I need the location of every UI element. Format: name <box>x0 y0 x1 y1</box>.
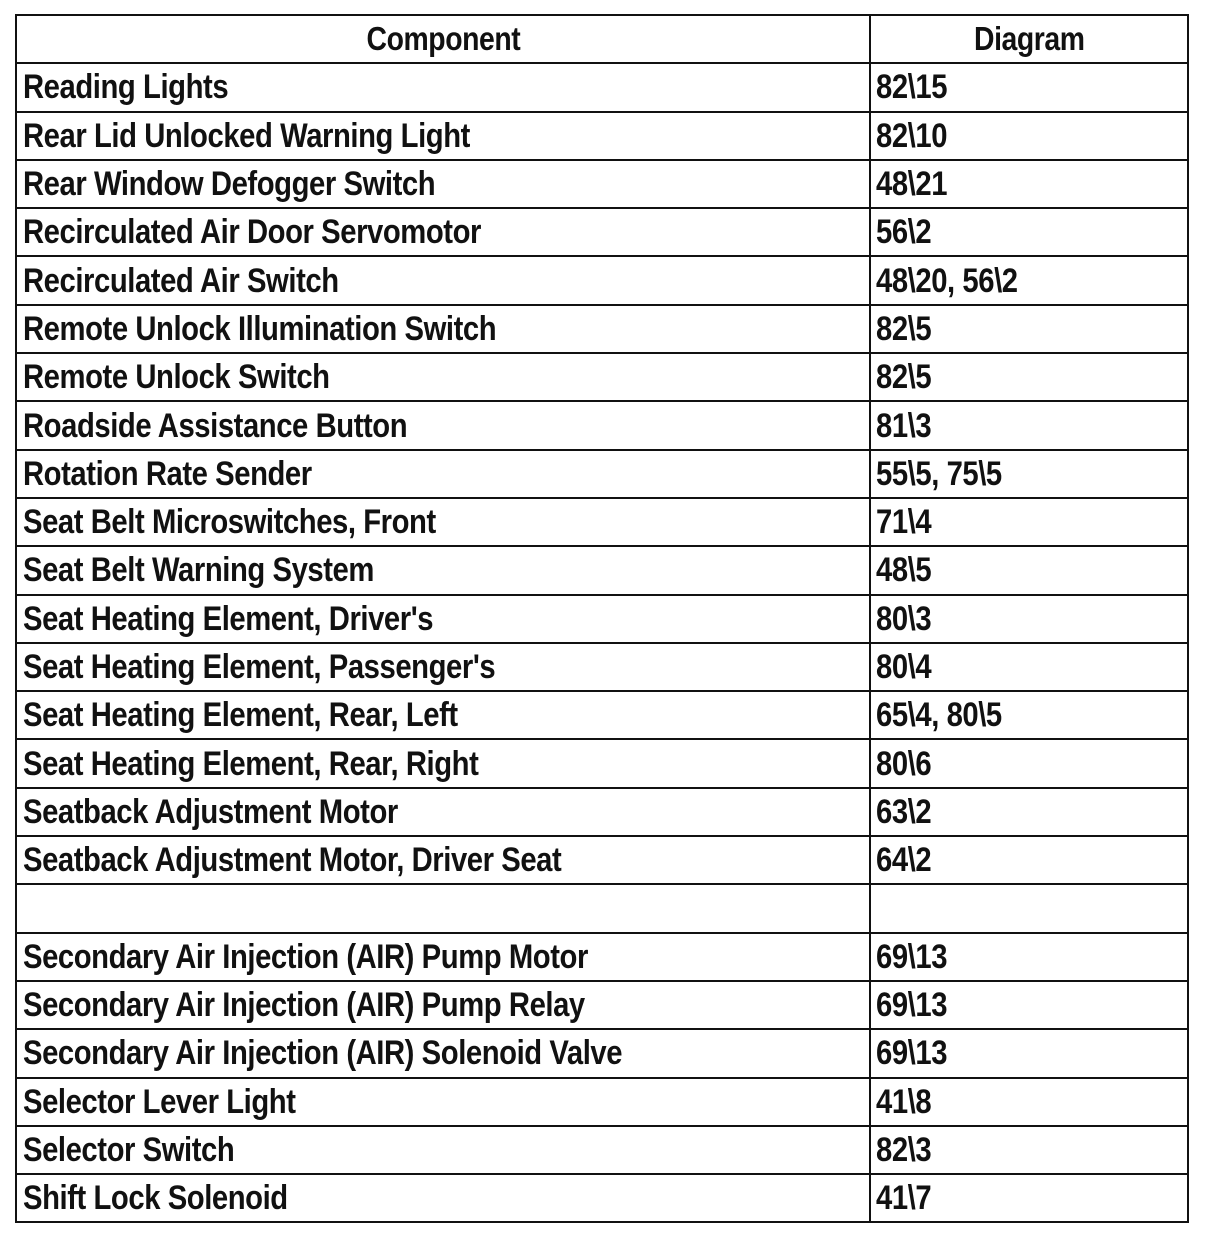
component-cell <box>16 353 870 401</box>
component-name: Secondary Air Injection (AIR) Pump Relay <box>23 986 585 1025</box>
table-row <box>16 450 1188 498</box>
diagram-reference: 81\3 <box>876 406 932 445</box>
component-cell <box>16 1078 870 1126</box>
component-cell <box>16 788 870 836</box>
diagram-cell <box>870 208 1188 256</box>
diagram-reference: 82\5 <box>876 309 932 348</box>
component-cell <box>16 933 870 981</box>
diagram-cell <box>870 256 1188 304</box>
table-row <box>16 884 1188 932</box>
diagram-reference: 41\7 <box>876 1179 932 1218</box>
diagram-reference: 65\4, 80\5 <box>876 696 1002 735</box>
diagram-cell <box>870 546 1188 594</box>
table-row <box>16 63 1188 111</box>
diagram-reference: 64\2 <box>876 841 932 880</box>
component-name: Remote Unlock Switch <box>23 358 330 397</box>
diagram-cell <box>870 643 1188 691</box>
component-name: Rear Window Defogger Switch <box>23 165 436 204</box>
component-cell <box>16 981 870 1029</box>
diagram-reference: 71\4 <box>876 503 932 542</box>
table-row <box>16 788 1188 836</box>
diagram-cell <box>870 498 1188 546</box>
diagram-cell <box>870 63 1188 111</box>
component-name: Seat Belt Warning System <box>23 551 374 590</box>
table-row <box>16 1029 1188 1077</box>
component-name: Recirculated Air Switch <box>23 261 339 300</box>
table-row <box>16 112 1188 160</box>
table-row <box>16 691 1188 739</box>
component-cell <box>16 739 870 787</box>
diagram-reference: 48\5 <box>876 551 932 590</box>
component-diagram-table <box>15 14 1189 1223</box>
diagram-reference: 80\3 <box>876 599 932 638</box>
diagram-cell <box>870 401 1188 449</box>
component-name: Seat Heating Element, Rear, Left <box>23 696 458 735</box>
component-diagram-table-wrapper <box>15 14 1187 1223</box>
component-cell <box>16 1029 870 1077</box>
table-row <box>16 401 1188 449</box>
component-name: Seatback Adjustment Motor <box>23 792 398 831</box>
diagram-reference: 80\6 <box>876 744 932 783</box>
diagram-reference: 63\2 <box>876 792 932 831</box>
component-cell <box>16 450 870 498</box>
diagram-cell <box>870 595 1188 643</box>
component-cell <box>16 498 870 546</box>
component-name: Shift Lock Solenoid <box>23 1179 288 1218</box>
component-name: Rear Lid Unlocked Warning Light <box>23 116 470 155</box>
diagram-cell <box>870 1174 1188 1222</box>
diagram-cell <box>870 1029 1188 1077</box>
component-name: Seat Heating Element, Rear, Right <box>23 744 479 783</box>
diagram-reference: 69\13 <box>876 937 948 976</box>
table-row <box>16 256 1188 304</box>
diagram-cell <box>870 933 1188 981</box>
table-row <box>16 546 1188 594</box>
component-cell <box>16 256 870 304</box>
table-row <box>16 160 1188 208</box>
diagram-cell <box>870 112 1188 160</box>
component-name: Recirculated Air Door Servomotor <box>23 213 481 252</box>
component-cell <box>16 546 870 594</box>
diagram-cell <box>870 981 1188 1029</box>
component-cell <box>16 595 870 643</box>
column-header-diagram <box>870 15 1188 63</box>
component-cell <box>16 836 870 884</box>
component-cell <box>16 1126 870 1174</box>
table-row <box>16 1126 1188 1174</box>
table-row <box>16 739 1188 787</box>
table-row <box>16 1078 1188 1126</box>
component-name: Rotation Rate Sender <box>23 454 312 493</box>
component-name: Secondary Air Injection (AIR) Solenoid Valve <box>23 1034 623 1073</box>
diagram-cell <box>870 884 1188 932</box>
diagram-cell <box>870 160 1188 208</box>
column-header-component <box>16 15 870 63</box>
table-row <box>16 836 1188 884</box>
diagram-cell <box>870 450 1188 498</box>
component-cell <box>16 1174 870 1222</box>
diagram-reference: 82\15 <box>876 68 948 107</box>
component-name: Seat Heating Element, Passenger's <box>23 648 496 686</box>
diagram-cell <box>870 353 1188 401</box>
component-cell <box>16 643 870 691</box>
table-row <box>16 595 1188 643</box>
table-row <box>16 643 1188 691</box>
diagram-reference: 82\3 <box>876 1130 932 1169</box>
component-name: Remote Unlock Illumination Switch <box>23 309 497 348</box>
table-row <box>16 1174 1188 1222</box>
diagram-reference: 80\4 <box>876 648 932 686</box>
diagram-reference: 82\10 <box>876 116 948 155</box>
component-name: Secondary Air Injection (AIR) Pump Motor <box>23 937 588 976</box>
component-name: Roadside Assistance Button <box>23 406 408 445</box>
diagram-cell <box>870 1126 1188 1174</box>
table-row <box>16 353 1188 401</box>
diagram-reference: 48\20, 56\2 <box>876 261 1018 300</box>
diagram-reference: 55\5, 75\5 <box>876 454 1002 493</box>
table-row <box>16 933 1188 981</box>
table-row <box>16 305 1188 353</box>
component-cell <box>16 691 870 739</box>
component-name: Selector Lever Light <box>23 1082 296 1121</box>
table-row <box>16 208 1188 256</box>
component-name: Seat Heating Element, Driver's <box>23 599 434 638</box>
diagram-cell <box>870 305 1188 353</box>
component-name: Reading Lights <box>23 68 229 107</box>
column-header-diagram-label: Diagram <box>973 20 1085 58</box>
table-header-row <box>16 15 1188 63</box>
diagram-cell <box>870 836 1188 884</box>
component-name: Seatback Adjustment Motor, Driver Seat <box>23 841 562 880</box>
diagram-reference: 69\13 <box>876 986 948 1025</box>
component-cell <box>16 112 870 160</box>
diagram-cell <box>870 691 1188 739</box>
component-cell <box>16 305 870 353</box>
table-row <box>16 498 1188 546</box>
component-cell <box>16 884 870 932</box>
diagram-reference: 69\13 <box>876 1034 948 1073</box>
diagram-cell <box>870 1078 1188 1126</box>
column-header-component-label: Component <box>366 20 520 58</box>
diagram-reference: 48\21 <box>876 165 948 204</box>
table-row <box>16 981 1188 1029</box>
diagram-reference: 56\2 <box>876 213 932 252</box>
component-cell <box>16 160 870 208</box>
component-name: Selector Switch <box>23 1130 235 1169</box>
diagram-cell <box>870 739 1188 787</box>
diagram-reference: 41\8 <box>876 1082 932 1121</box>
component-cell <box>16 208 870 256</box>
component-cell <box>16 63 870 111</box>
component-cell <box>16 401 870 449</box>
diagram-reference: 82\5 <box>876 358 932 397</box>
diagram-cell <box>870 788 1188 836</box>
component-name: Seat Belt Microswitches, Front <box>23 503 436 542</box>
